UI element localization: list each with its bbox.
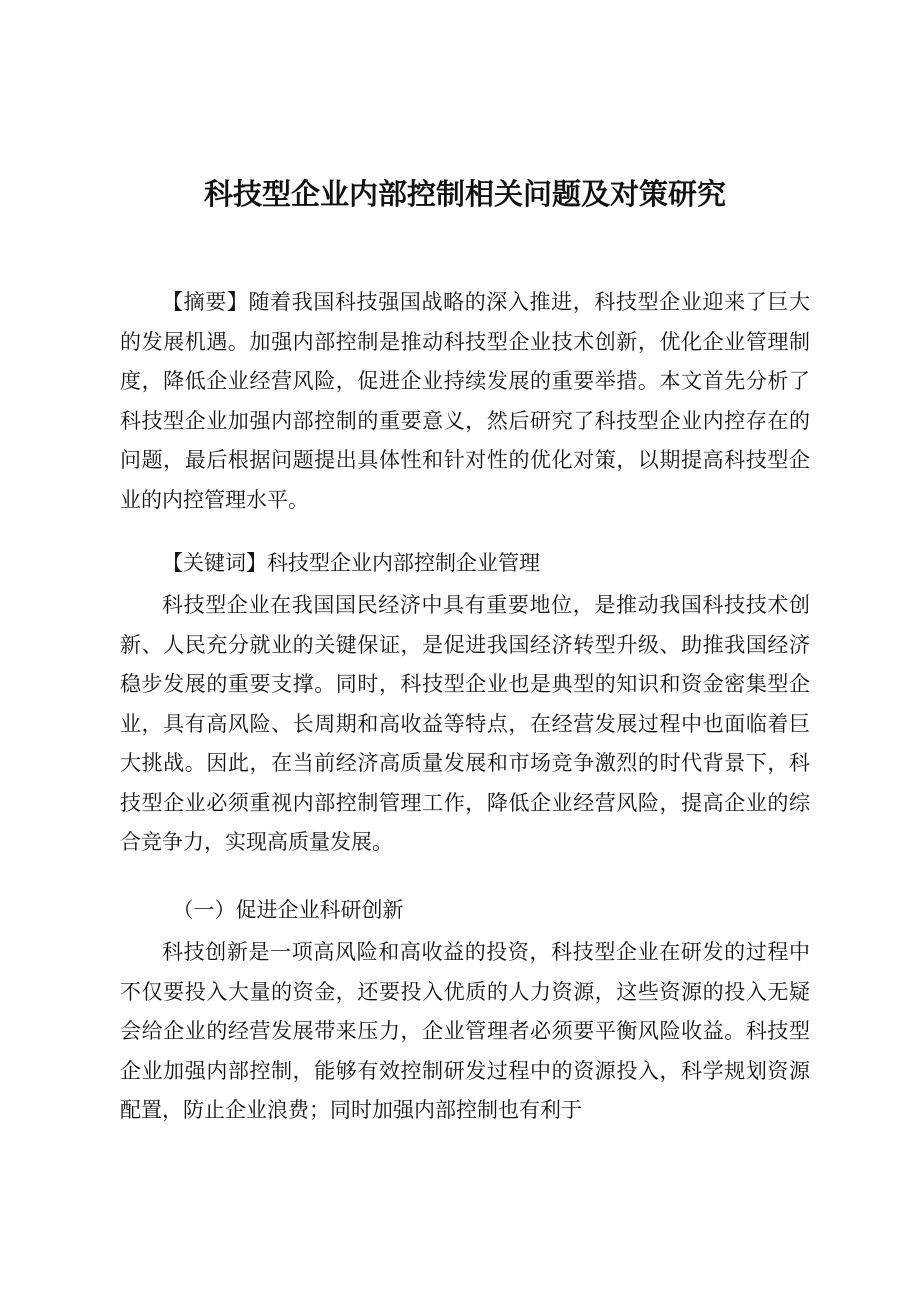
intro-paragraph: 科技型企业在我国国民经济中具有重要地位，是推动我国科技技术创新、人民充分就业的关键保证，是促进我国经济转型升级、助推我国经济稳步发展的重要支撑。同时，科技型企业也是典型的知识和资金密集型企业，具有高风险、长周期和高收益等特点，在经营发展过程中也面临着巨大挑战。因此，在当前经济高质量发展和市场竞争激烈的时代背景下，科技型企业必须重视内部控制管理工作，降低企业经营风险，提高企业的综合竞争力，实现高质量发展。 <box>120 593 810 854</box>
keywords-label: 【关键词】 <box>162 551 267 575</box>
keywords-text: 科技型企业内部控制企业管理 <box>267 551 540 575</box>
document-title: 科技型企业内部控制相关问题及对策研究 <box>203 177 726 211</box>
section-heading: （一）促进企业科研创新 <box>172 898 404 922</box>
abstract-label: 【摘要】 <box>162 290 249 314</box>
section-paragraph: 科技创新是一项高风险和高收益的投资，科技型企业在研发的过程中不仅要投入大量的资金，还要投入优质的人力资源，这些资源的投入无疑会给企业的经营发展带来压力，企业管理者必须要平衡风险收益。科技型企业加强内部控制，能够有效控制研发过程中的资源投入，科学规划资源配置，防止企业浪费；同时加强内部控制也有利于 <box>120 940 810 1122</box>
keywords-paragraph <box>120 544 810 584</box>
abstract-text: 随着我国科技强国战略的深入推进，科技型企业迎来了巨大的发展机遇。加强内部控制是推动科技型企业技术创新，优化企业管理制度，降低企业经营风险，促进企业持续发展的重要举措。本文首先分析了科技型企业加强内部控制的重要意义，然后研究了科技型企业内控存在的问题，最后根据问题提出具体性和针对性的优化对策，以期提高科技型企业的内控管理水平。 <box>120 290 810 512</box>
abstract-paragraph <box>120 283 810 520</box>
